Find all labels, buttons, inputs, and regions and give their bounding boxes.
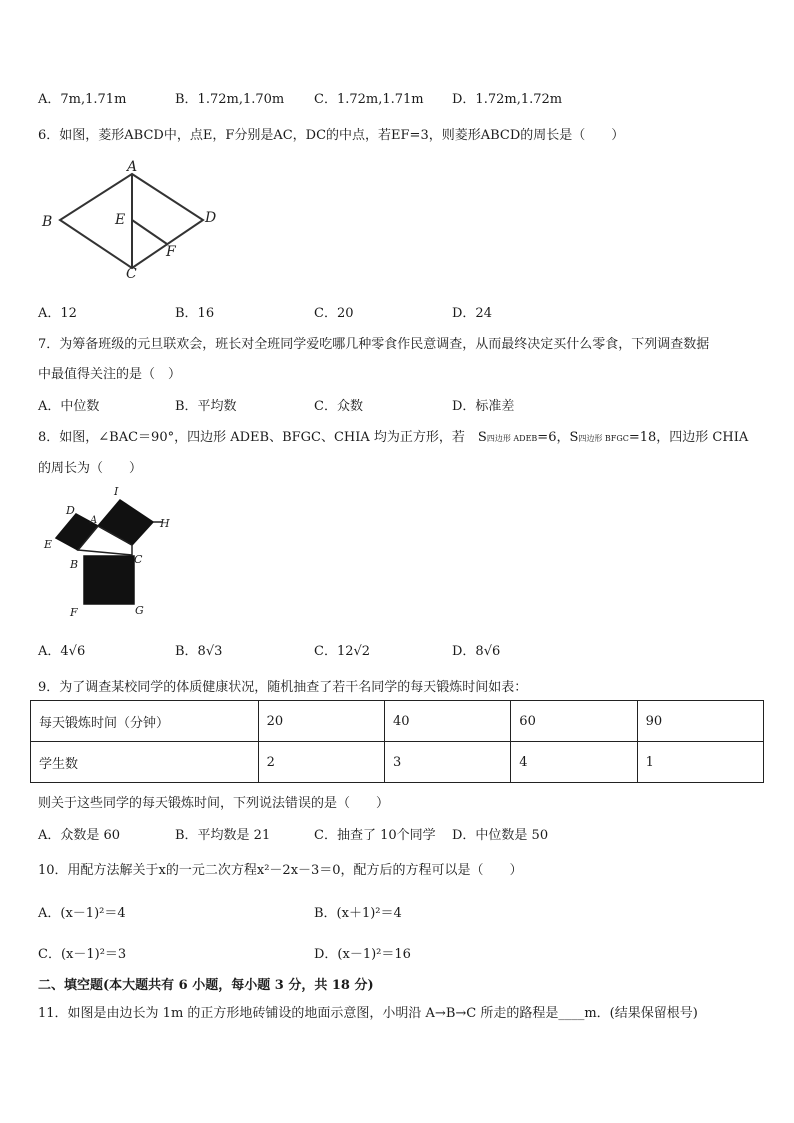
q9-cell-r2c5: 1: [637, 742, 763, 783]
q9-cell-r2c4: 4: [511, 742, 637, 783]
table-row: [31, 701, 764, 742]
q9-option-b: B．平均数是 21: [175, 828, 271, 843]
q6-label-c: C: [126, 266, 137, 282]
q8-label-h: H: [160, 517, 170, 530]
q10-option-a: A．(x－1)²＝4: [38, 906, 126, 921]
q7-stem-line2: 中最值得关注的是（ ）: [38, 367, 182, 382]
q9-cell-r1c5: 90: [637, 701, 763, 742]
q8-option-d: D．8√6: [452, 644, 501, 659]
q10-option-d: D．(x－1)²＝16: [314, 947, 411, 962]
q9-option-c: C．抽查了 10个同学: [314, 828, 436, 843]
q9-table: [30, 700, 764, 783]
q9-cell-r1c3: 40: [384, 701, 510, 742]
q5-option-c: C．1.72m,1.71m: [314, 92, 424, 107]
q5-option-b: B．1.72m,1.70m: [175, 92, 285, 107]
q8-option-a: A．4√6: [38, 644, 86, 659]
q8-stem-part1: 8．如图，∠BAC＝90°，四边形 ADEB、BFGC、CHIA 均为正方形，若 S: [38, 430, 487, 445]
q6-stem: 6．如图，菱形ABCD中，点E，F分别是AC，DC的中点，若EF=3，则菱形ABCD的周长是（ ）: [38, 128, 625, 143]
q10-option-c: C．(x－1)²＝3: [38, 947, 127, 962]
q7-option-c: C．众数: [314, 399, 363, 414]
q7-stem-line1: 7．为筹备班级的元旦联欢会，班长对全班同学爱吃哪几种零食作民意调查，从而最终决定买什么零食，下列调查数据: [38, 337, 710, 352]
q8-label-e: E: [44, 538, 53, 551]
q8-sub2: 四边形 BFGC: [578, 434, 629, 443]
q6-label-d: D: [205, 210, 217, 226]
q8-label-c: C: [134, 553, 143, 566]
q9-option-a: A．众数是 60: [38, 828, 121, 843]
q7-option-a: A．中位数: [38, 399, 100, 414]
q8-option-c: C．12√2: [314, 644, 371, 659]
q6-option-c: C．20: [314, 306, 354, 321]
q9-stem: 9．为了调查某校同学的体质健康状况，随机抽查了若干名同学的每天锻炼时间如表：: [38, 680, 528, 695]
q8-stem-part2: =6，S: [537, 430, 579, 445]
q6-label-e: E: [115, 212, 126, 228]
q8-stem-line2: 的周长为（ ）: [38, 461, 143, 476]
q9-cell-r2c2: 2: [258, 742, 384, 783]
q8-sub1: 四边形 ADEB: [486, 434, 538, 443]
q8-label-a: A: [90, 515, 98, 526]
q8-option-b: B．8√3: [175, 644, 223, 659]
q8-squares-figure: [44, 486, 184, 621]
q10-stem: 10．用配方法解关于x的一元二次方程x²－2x－3＝0，配方后的方程可以是（ ）: [38, 863, 523, 878]
q9-cell-r1c4: 60: [511, 701, 637, 742]
q9-question: 则关于这些同学的每天锻炼时间，下列说法错误的是（ ）: [38, 796, 390, 811]
table-row: [31, 742, 764, 783]
q6-label-b: B: [42, 214, 53, 230]
q5-option-d: D．1.72m,1.72m: [452, 92, 563, 107]
q9-option-d: D．中位数是 50: [452, 828, 549, 843]
q11-stem: 11．如图是由边长为 1m 的正方形地砖铺设的地面示意图，小明沿 A→B→C 所走的路程是____m．(结果保留根号): [38, 1006, 698, 1021]
q8-label-g: G: [135, 604, 144, 617]
section2-title: 二、填空题(本大题共有 6 小题，每小题 3 分，共 18 分): [38, 978, 374, 993]
q10-option-b: B．(x＋1)²＝4: [314, 906, 402, 921]
q6-option-d: D．24: [452, 306, 492, 321]
q8-label-f: F: [70, 606, 78, 619]
q6-label-f: F: [166, 244, 176, 260]
q8-label-b: B: [70, 558, 79, 571]
q9-cell-r1c1: 每天锻炼时间（分钟）: [31, 701, 259, 742]
q6-option-b: B．16: [175, 306, 215, 321]
q7-option-b: B．平均数: [175, 399, 237, 414]
q9-cell-r2c3: 3: [384, 742, 510, 783]
q7-option-d: D．标准差: [452, 399, 515, 414]
q6-label-a: A: [127, 159, 138, 175]
q6-option-a: A．12: [38, 306, 77, 321]
q9-cell-r2c1: 学生数: [31, 742, 259, 783]
q8-stem-part3: =18，四边形 CHIA: [628, 430, 749, 445]
q9-cell-r1c2: 20: [258, 701, 384, 742]
q8-label-i: I: [114, 485, 119, 498]
q6-rhombus-figure: [38, 160, 228, 280]
q8-label-d: D: [66, 504, 75, 517]
q8-stem-line1: [38, 426, 748, 445]
q5-option-a: A．7m,1.71m: [38, 92, 127, 107]
